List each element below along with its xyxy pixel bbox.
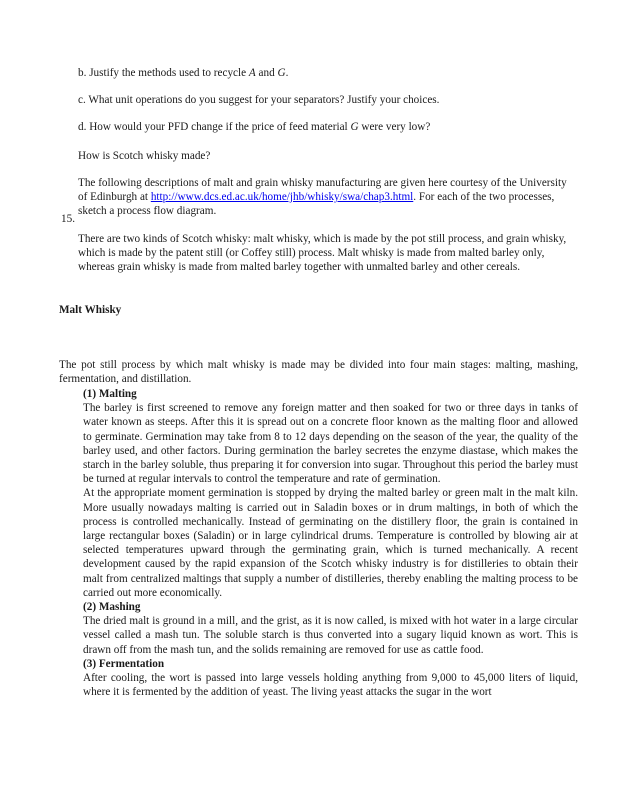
- question-d-text: d. How would your PFD change if the price of feed material: [78, 121, 351, 133]
- malting-paragraph-2: At the appropriate moment germination is stopped by drying the malted barley or green malt in the malt kiln. More usually nowadays malting is carried out in Saladin boxes or in drum maltings, in both of which the process is controlled mechanically. Instead of germinating on the distillery floor, the grain is contained in large rectangular boxes (Saladin) or in large cylindrical drums. Temperature is controlled by blowing air at selected temperatures upward through the germinating grain, which is turned mechanically. A recent development caused by the rapid expansion of the Scotch whisky industry is for distilleries to obtain their malt from centralized maltings that supply a number of distilleries, thereby enabling the malting process to be carried out more economically.: [83, 487, 578, 599]
- question-b-text: b. Justify the methods used to recycle: [78, 67, 249, 79]
- malting-title: (1) Malting: [83, 388, 137, 400]
- question-d: [78, 120, 578, 134]
- problem-paragraph-1: [78, 176, 578, 219]
- section-heading: Malt Whisky: [59, 304, 122, 316]
- paragraph-1-text: The following descriptions of malt and grain whisky manufacturing are given here courtesy of the University of Edinburgh at: [78, 177, 567, 204]
- fermentation-paragraph: After cooling, the wort is passed into large vessels holding anything from 9,000 to 45,000 liters of liquid, where it is fermented by the addition of yeast. The living yeast attacks the sugar in the wort: [83, 672, 578, 699]
- question-c: c. What unit operations do you suggest for your separators? Justify your choices.: [78, 94, 440, 106]
- mashing-title: (2) Mashing: [83, 601, 141, 614]
- malt-intro: The pot still process by which malt whisky is made may be divided into four main stages: malting, mashing, fermentation, and distillation.: [59, 359, 578, 386]
- question-b-text-mid: and: [255, 67, 278, 79]
- problem-question: How is Scotch whisky made?: [78, 150, 211, 162]
- variable-g: G: [277, 67, 286, 79]
- paragraph-1-text-end: . For each of the two processes, sketch a process flow diagram.: [78, 191, 555, 218]
- mashing-paragraph: The dried malt is ground in a mill, and the grist, as it is now called, is mixed with hot water in a large circular vessel called a mash tun. The soluble starch is thus converted into a sugary liquid known as wort. This is drawn off from the mash tun, and the solids remaining are removed for use as cattle food.: [83, 615, 578, 656]
- fermentation-title: (3) Fermentation: [83, 657, 165, 670]
- question-b-text-end: .: [285, 67, 289, 79]
- malting-paragraph-1: The barley is first screened to remove any foreign matter and then soaked for two or three days in tanks of water known as steeps. After this it is spread out on a concrete floor known as the malting floor and allowed to germinate. Germination may take from 8 to 12 days depending on the season of the year, the quality of the barley used, and other factors. During germination the barley secretes the enzyme diastase, which makes the starch in the barley soluble, thus preparing it for conversion into sugar. Throughout this period the barley must be turned at regular intervals to control the temperature and rate of germination.: [83, 402, 578, 486]
- problem-paragraph-2: There are two kinds of Scotch whisky: malt whisky, which is made by the pot still process, and grain whisky, which is made by the patent still (or Coffey still) process. Malt whisky is made from malted barley only, whereas grain whisky is made from malted barley together with unmalted barley and other cereals.: [78, 233, 567, 274]
- variable-a: A: [248, 67, 256, 79]
- question-b: [78, 66, 578, 80]
- problem-number: 15.: [61, 213, 75, 225]
- source-link[interactable]: http://www.dcs.ed.ac.uk/home/jhb/whisky/swa/chap3.html: [150, 191, 414, 204]
- question-d-text-end: were very low?: [358, 121, 431, 133]
- variable-g: G: [350, 121, 359, 133]
- malting-section: [83, 387, 578, 699]
